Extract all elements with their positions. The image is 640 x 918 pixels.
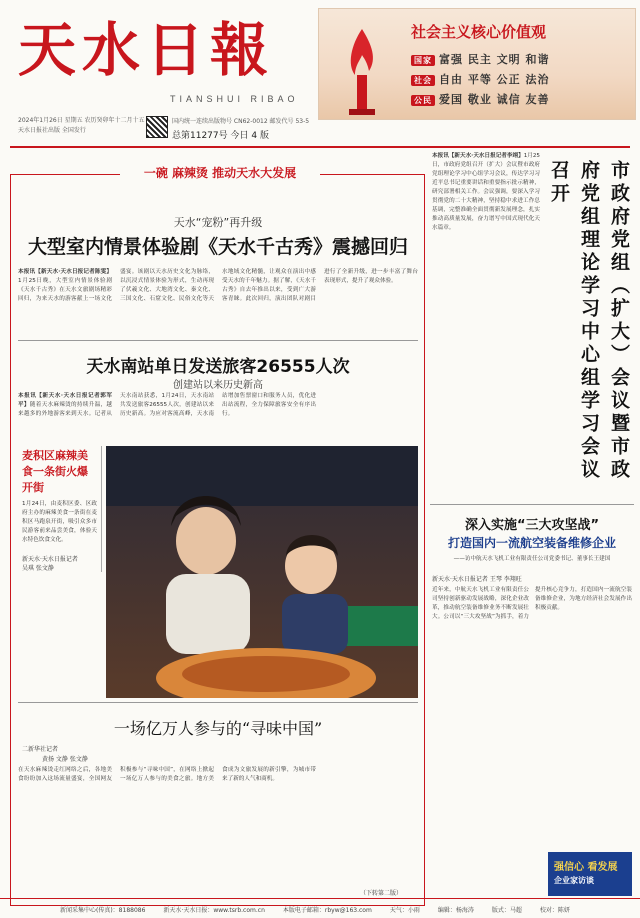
story2-lead: 本报讯【新天水·天水日报记者郭军平】 [18, 393, 112, 408]
divider [18, 702, 418, 703]
footer-item: 本版电子邮箱：rbyw@163.com [282, 907, 372, 914]
ad-line1: 强信心 看发展 [554, 862, 618, 873]
meta-publisher: 天水日报社出版 全国发行 [18, 127, 86, 134]
story1-text: 1月25日晚，大型室内情景体验剧《天水千古秀》在天水文旅剧场精彩回归，为来天水的游客献上一场文化盛宴。该剧以天水历史文化为脉络，以沉浸式情景体验为形式，生动再现了伏羲文化、大地湾文化、秦文化、三国文化、石窟文化、民俗文化等天水地域文化精髓，让观众在演出中感受天水的千年魅力。据了解，《天水千古秀》自去年推出以来，受到广大游客青睐。此次回归，演出团队对剧目进行了全新升级，进一步丰富了舞台表现形式，提升了观众体验。 [18, 269, 418, 302]
masthead-rule [10, 146, 630, 148]
featured-slogan: 一碗 麻辣烫 推动天水大发展 [120, 164, 320, 182]
story4-continued: （下转第二版） [360, 890, 403, 897]
footer-item: 新天水·天水日报：www.tsrb.com.cn [163, 907, 265, 914]
banner-row-social [411, 71, 550, 87]
page-footer [0, 898, 640, 918]
ad-line2: 企业家访谈 [554, 876, 594, 885]
story5-lead: 本报讯【新天水·天水日报记者李翊】 [432, 153, 524, 159]
story6-headline1: 深入实施“三大攻坚战” [464, 518, 600, 533]
banner-title: 社会主义核心价值观 [411, 23, 547, 41]
story3-body: 1月24日，由麦积区委、区政府主办的麻辣美食一条街在麦积区马跑泉开街，吸引众多市民游客前来品尝美食，体验天水特色饮食文化。 [22, 501, 97, 543]
story3-byline1: 新天水·天水日报记者 [22, 556, 78, 563]
banner-tag: 国家 [411, 55, 435, 66]
story5-headline: 市政府党组（扩大）会议暨市政府党组理论学习中心组学习会议召开 [548, 160, 630, 482]
news-photo [106, 446, 418, 698]
story4-author-label: 二新华社记者 [22, 746, 59, 753]
story6-subhead: ——访中航天水飞机工业有限责任公司党委书记、董事长王建国 [453, 556, 611, 562]
story5-text: 1月25日，市政府党组召开（扩大）会议暨市政府党组理论学习中心组学习会议，传达学习习近平总书记重要讲话和重要指示批示精神，研究部署相关工作。会议强调，要深入学习贯彻党的二十大精神，坚持稳中求进工作总基调，完整准确全面贯彻新发展理念，扎实推动高质量发展，奋力谱写中国式现代化天水篇章。 [432, 153, 540, 231]
divider [430, 504, 634, 505]
story6-byline: 新天水·天水日报记者 王琴 李翔旺 [432, 576, 522, 583]
core-values-banner [318, 8, 636, 120]
banner-tag: 公民 [411, 95, 435, 106]
story3-headline: 麦积区麻辣美食一条街火爆开街 [22, 449, 88, 494]
diners-photo-image [106, 446, 418, 698]
qr-code-icon [146, 116, 168, 138]
story3-box [18, 446, 102, 572]
banner-row-text: 自由 平等 公正 法治 [439, 73, 550, 86]
divider [18, 340, 418, 341]
story2-body [18, 392, 418, 442]
story1-lead: 本报讯【新天水·天水日报记者陈雯】 [18, 269, 112, 275]
story1-headline: 大型室内情景体验剧《天水千古秀》震撼回归 [27, 236, 408, 258]
footer-item: 编辑：杨海涛 [437, 907, 474, 914]
issue-number: 总第11277号 今日 4 版 [172, 131, 269, 141]
story3-byline2: 吴琪 张文静 [22, 565, 54, 572]
story2-headline: 天水南站单日发送旅客26555人次 [86, 357, 350, 377]
meta-date: 2024年1月26日 星期五 农历癸卯年十二月十五 [18, 117, 145, 124]
story5-body [432, 152, 540, 496]
footer-item: 版式：马超 [491, 907, 522, 914]
meta-cn: 国内统一连续出版物号 CN62-0012 邮发代号 53-5 [172, 118, 310, 125]
banner-row-citizen [411, 91, 550, 107]
story1-body [18, 268, 418, 334]
banner-row-national [411, 51, 550, 67]
story2-text: 随着天水麻辣烫的持续升温，越来越多的外地游客来到天水。记者从天水南站获悉，1月24日，天水南站共发送旅客26555人次，创建站以来历史新高。为应对客流高峰，天水南站增加售票窗口和服务人员，优化进出站流程，全力保障旅客安全有序出行。 [18, 393, 316, 417]
footer-item: 天气：小雨 [389, 907, 420, 914]
story6-headline2: 打造国内一流航空装备维修企业 [447, 536, 616, 550]
banner-row-text: 爱国 敬业 诚信 友善 [439, 93, 550, 106]
story2-subhead: 创建站以来历史新高 [173, 380, 263, 391]
story4-body: 在天水麻辣烫走红网络之后，各地美食纷纷加入这场流量盛宴，全国网友积极参与“寻味中国”，在网络上掀起一场亿万人参与的美食之旅。地方美食成为文旅发展的新引擎，为城市带来了新的人气和商机。 [18, 767, 316, 782]
banner-tag: 社会 [411, 75, 435, 86]
torch-monument-icon [337, 25, 387, 117]
story4-headline: 一场亿万人参与的“寻味中国” [113, 719, 323, 738]
footer-item: 校对：陈妍 [539, 907, 570, 914]
interview-promo-badge [548, 852, 632, 896]
masthead-pinyin: TIANSHUI RIBAO [170, 94, 299, 104]
masthead-title: 天水日報 [18, 16, 275, 84]
story4-authors: 黄扬 文静 张文静 [42, 756, 88, 763]
story1-kicker: 天水“宠粉”再升级 [173, 216, 263, 229]
footer-item: 新闻采集中心(传真)：8188086 [60, 907, 146, 914]
story6-body: 近年来，中航天水飞机工业有限责任公司坚持创新驱动发展战略，深化企业改革，推动航空装备维修业务不断发展壮大。公司以“三大攻坚战”为抓手，着力提升核心竞争力，打造国内一流航空装备维修企业，为地方经济社会发展作出积极贡献。 [432, 587, 632, 620]
banner-row-text: 富强 民主 文明 和谐 [439, 53, 550, 66]
